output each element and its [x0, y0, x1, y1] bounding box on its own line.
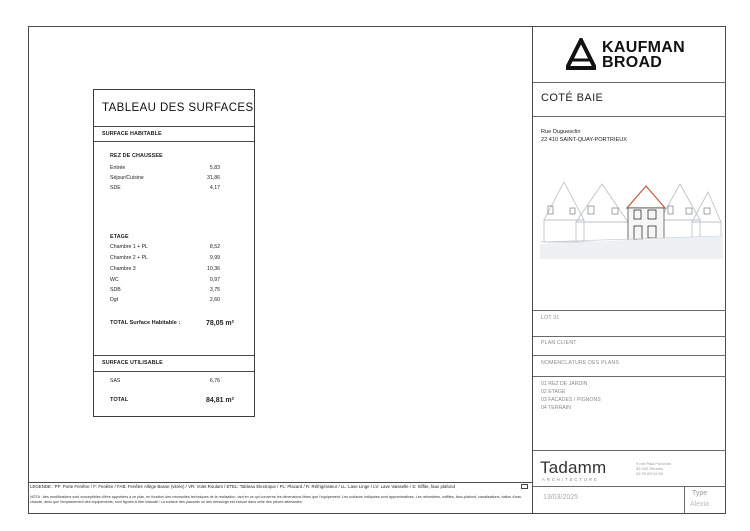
nomenclature-label: NOMENCLATURE DES PLANS [541, 360, 620, 366]
total-habitable-value: 78,05 m² [205, 320, 234, 327]
architect-address-line: 35 000 Rennes [636, 466, 664, 471]
logo-mark-icon [566, 38, 596, 70]
divider [94, 126, 254, 127]
row-label: WC [110, 277, 119, 283]
row-label: Séjour/Cuisine [110, 175, 144, 181]
divider [533, 310, 726, 312]
row-value: 31,86 [207, 175, 220, 181]
divider [94, 141, 254, 142]
etage-heading: ETAGE [110, 234, 129, 240]
legend-text: LEGENDE : PF: Porte Fenêtre / F: Fenêtre / FAB: Fenêtre Allège Basse (vitrée) / VR: Volet Roulant / ETEL: Tableau Electrique / PL: Placard / R: Réfrigérateur / LL: Lave Linge / LV: Lave Vaisselle / S: Siffite, faux plafond [30, 484, 455, 489]
row-value: 4,17 [209, 185, 220, 191]
divider [533, 116, 726, 118]
legend-divider [28, 482, 532, 483]
plan-date: 13/03/2025 [543, 494, 579, 501]
logo-line1: KAUFMAN [602, 39, 685, 56]
note-text: NOTA : des modifications sont susceptibles d'être apportées à ce plan, en fonction des nécessités techniques de la réalisation, tant en ce qui concerne les dimensions libres que l'équipement. Les surfaces indiquées sont approximatives. Les retombées, soffites, faux-plafond, canalisations, ballon d'eau chaude, ainsi que l'emplacement des équipements, sont figurés à titre indicatif / La surface des placards ou des dressings est incluse dans celle des pièces attenantes [30, 495, 522, 505]
total-label: TOTAL [110, 397, 129, 403]
row-label: Dgt [110, 297, 119, 303]
divider [533, 450, 726, 452]
utilisable-heading: SURFACE UTILISABLE [102, 360, 163, 366]
panel-divider [532, 26, 533, 514]
surface-table [93, 89, 255, 417]
row-value: 0,97 [209, 277, 220, 283]
total-value: 84,81 m² [205, 397, 234, 404]
divider [533, 376, 726, 378]
divider [94, 355, 254, 356]
habitable-heading: SURFACE HABITABLE [102, 131, 162, 137]
row-value: 3,75 [209, 287, 220, 293]
row-value: 9,99 [209, 255, 220, 261]
row-value: 2,60 [209, 297, 220, 303]
divider [94, 371, 254, 372]
row-label: Chambre 3 [110, 266, 136, 272]
divider [533, 355, 726, 357]
logo-wordmark [602, 40, 685, 70]
total-habitable-label: TOTAL Surface Habitable : [110, 320, 181, 326]
nomenclature-item: 02 ETAGE [541, 389, 566, 395]
row-label: SDB [110, 287, 121, 293]
kaufman-broad-logo [566, 38, 726, 78]
nomenclature-item: 01 REZ DE JARDIN [541, 381, 588, 387]
type-value: Alexia [690, 501, 710, 508]
legend-checkbox [521, 484, 528, 489]
row-label: SAS [110, 378, 121, 384]
total-habitable-row [110, 320, 250, 326]
architect-address-line: 02 99 63 04 06 [636, 471, 663, 476]
table-title: TABLEAU DES SURFACES [102, 102, 254, 114]
architect-subtitle: ARCHITECTURE [542, 477, 599, 482]
type-label: Type [692, 490, 708, 497]
lot-label: LOT 31 [541, 315, 560, 321]
row-value: 8,52 [209, 244, 220, 250]
row-label: Chambre 2 + PL [110, 255, 148, 261]
row-value: 5,83 [209, 165, 220, 171]
divider [533, 82, 726, 84]
nomenclature-item: 04 TERRAIN [541, 405, 571, 411]
architect-address [636, 461, 671, 476]
row-label: Chambre 1 + PL [110, 244, 148, 250]
address-line1: Rue Duguesclin [541, 129, 581, 135]
facade-illustration [540, 174, 723, 259]
row-value: 10,36 [207, 266, 220, 272]
divider [533, 336, 726, 338]
rdc-heading: REZ DE CHAUSSEE [110, 153, 163, 159]
row-label: SDE [110, 185, 121, 191]
row-label: Entrée [110, 165, 126, 171]
project-title: COTÉ BAIE [541, 92, 604, 104]
architect-address-line: 9 rue Paul Ponchon [636, 461, 672, 466]
logo-line2: BROAD [602, 54, 663, 71]
address-line2: 22 410 SAINT-QUAY-PORTRIEUX [541, 137, 628, 143]
row-value: 6,76 [209, 378, 220, 384]
architect-logo: Tadamm [540, 458, 607, 477]
nomenclature-item: 03 FACADES / PIGNONS [541, 397, 601, 403]
plan-label: PLAN CLIENT [541, 340, 577, 346]
total-row [110, 397, 250, 403]
